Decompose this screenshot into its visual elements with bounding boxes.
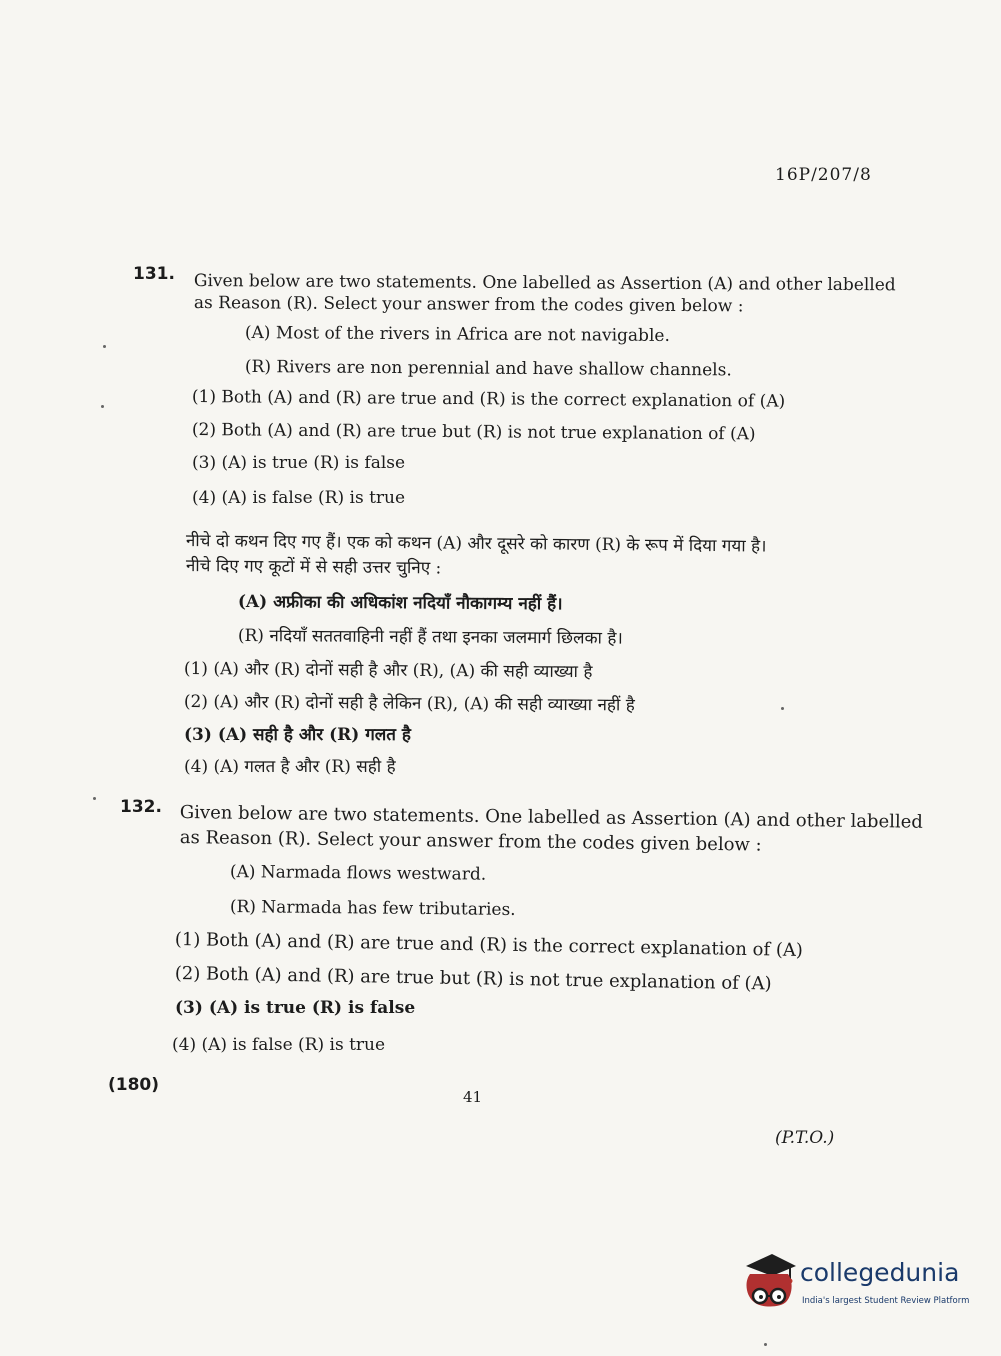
question-132-option-3: (3) (A) is true (R) is false: [175, 998, 416, 1018]
question-131-hindi-option-2: (2) (A) और (R) दोनों सही है लेकिन (R), (A) की सही व्याख्या नहीं है: [183, 691, 635, 716]
question-131-option-4: (4) (A) is false (R) is true: [192, 488, 406, 508]
booklet-number: (180): [108, 1075, 160, 1095]
scan-dot: [93, 797, 96, 800]
question-132-option-4: (4) (A) is false (R) is true: [172, 1035, 386, 1055]
question-131-option-3: (3) (A) is true (R) is false: [192, 453, 406, 473]
question-131-reason: (R) Rivers are non perennial and have shallow channels.: [244, 357, 732, 381]
question-131-hindi-option-4: (4) (A) गलत है और (R) सही है: [184, 757, 396, 777]
paper-code: 16P/207/8: [775, 165, 872, 185]
collegedunia-watermark: [742, 1252, 972, 1314]
question-131-hindi-option-3: (3) (A) सही है और (R) गलत है: [184, 725, 411, 745]
scan-dot: [764, 1343, 767, 1346]
scan-dot: [103, 345, 106, 348]
question-132-option-1: (1) Both (A) and (R) are true and (R) is the correct explanation of (A): [174, 929, 804, 961]
question-132-number: 132.: [120, 797, 162, 817]
question-131-option-2: (2) Both (A) and (R) are true but (R) is not true explanation of (A): [191, 420, 756, 445]
question-132-stem-line2: as Reason (R). Select your answer from the codes given below :: [179, 826, 762, 856]
question-131-assertion: (A) Most of the rivers in Africa are not navigable.: [244, 323, 670, 346]
question-132-assertion: (A) Narmada flows westward.: [229, 862, 487, 885]
graduate-mascot-icon: [742, 1252, 798, 1314]
question-131-hindi-stem-line2: नीचे दिए गए कूटों में से सही उत्तर चुनिए :: [185, 555, 442, 579]
question-131-stem-line2: as Reason (R). Select your answer from the codes given below :: [193, 292, 744, 317]
question-131-number: 131.: [133, 264, 175, 284]
logo-tagline: India's largest Student Review Platform: [802, 1296, 970, 1306]
question-131-stem-line1: Given below are two statements. One labelled as Assertion (A) and other labelled: [193, 270, 896, 296]
question-131-hindi-reason: (R) नदियाँ सततवाहिनी नहीं हैं तथा इनका जलमार्ग छिलका है।: [237, 625, 623, 649]
question-131-option-1: (1) Both (A) and (R) are true and (R) is the correct explanation of (A): [191, 387, 786, 412]
scan-dot: [101, 405, 104, 408]
pto-label: (P.T.O.): [775, 1128, 835, 1148]
question-131-hindi-assertion: (A) अफ्रीका की अधिकांश नदियाँ नौकागम्य नहीं हैं।: [237, 591, 563, 615]
question-132-option-2: (2) Both (A) and (R) are true but (R) is not true explanation of (A): [174, 963, 772, 995]
question-131-hindi-stem-line1: नीचे दो कथन दिए गए हैं। एक को कथन (A) और दूसरे को कारण (R) के रूप में दिया गया है।: [185, 530, 767, 557]
scan-dot: [781, 707, 784, 710]
logo-brand: collegedunia: [800, 1258, 960, 1287]
question-132-stem-line1: Given below are two statements. One labelled as Assertion (A) and other labelled: [179, 801, 924, 833]
page-number: 41: [463, 1088, 483, 1106]
question-131-hindi-option-1: (1) (A) और (R) दोनों सही है और (R), (A) की सही व्याख्या है: [183, 658, 593, 683]
question-132-reason: (R) Narmada has few tributaries.: [229, 897, 516, 920]
